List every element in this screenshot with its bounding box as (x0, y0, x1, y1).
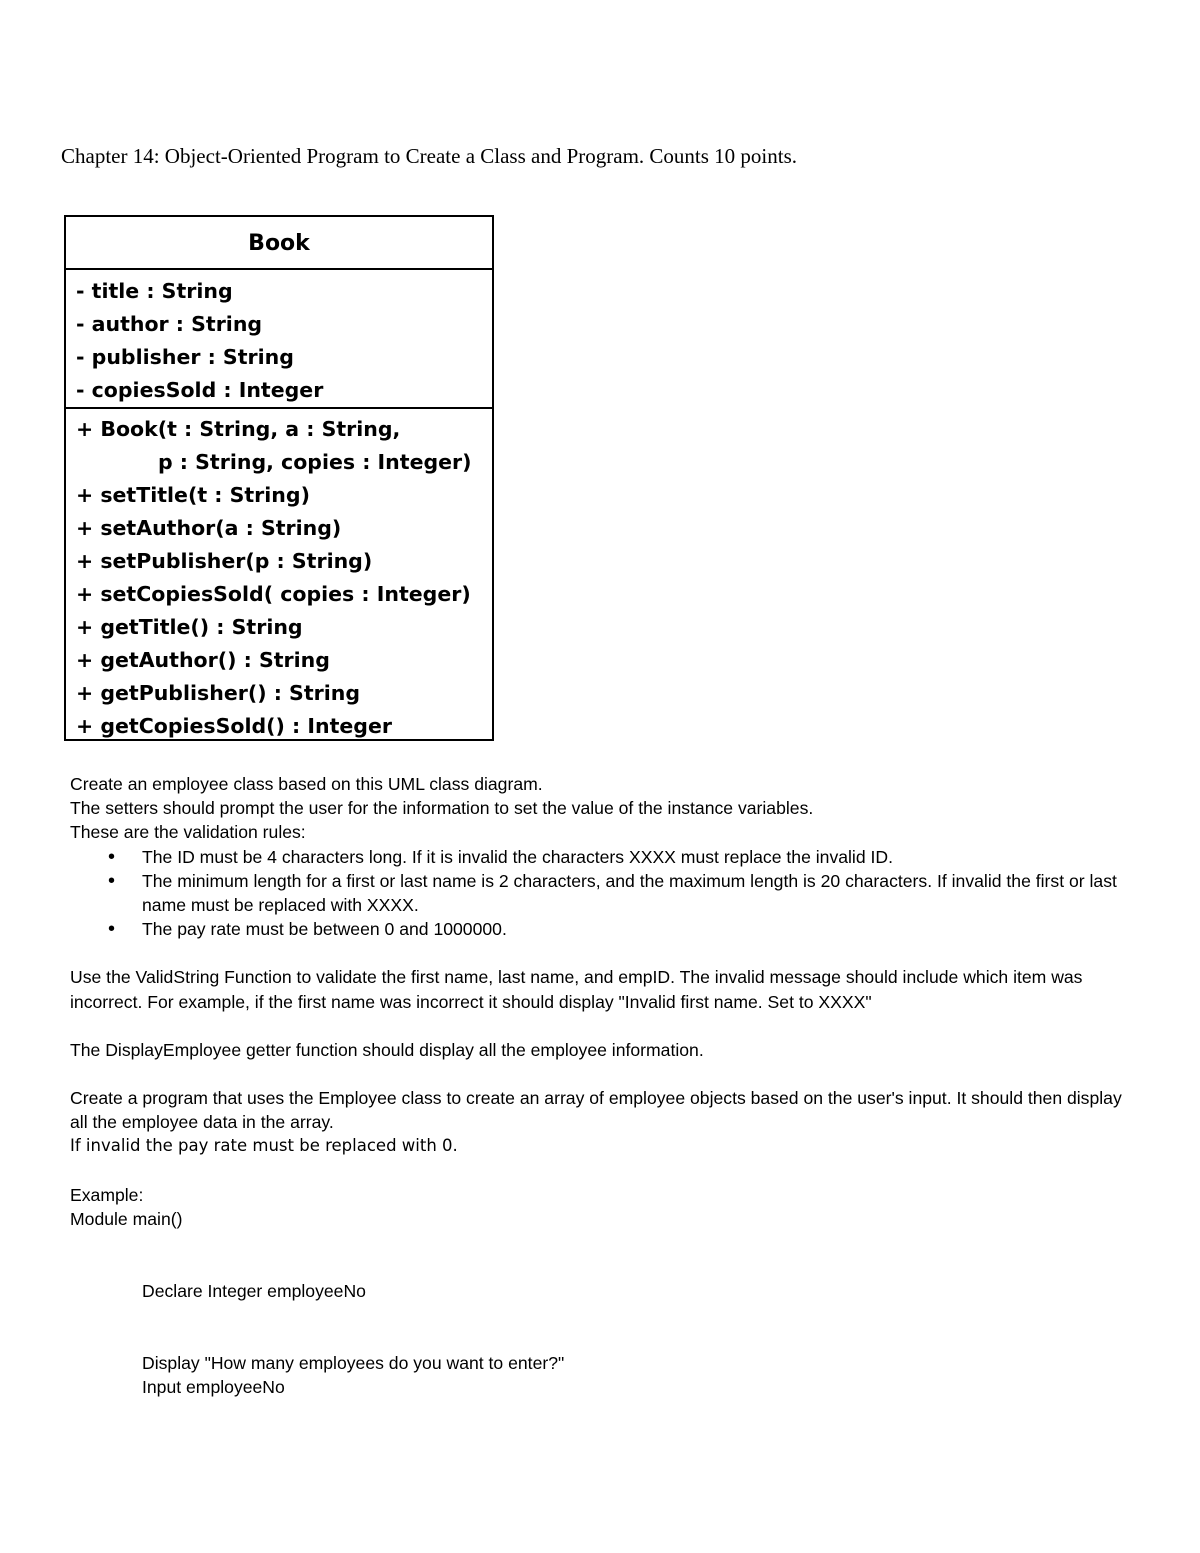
page-title: Chapter 14: Object-Oriented Program to Create a Class and Program. Counts 10 points. (61, 144, 798, 168)
rule-item: • The ID must be 4 characters long. If it is invalid the characters XXXX must replace the invalid ID. (70, 845, 1140, 869)
uml-operation: + setPublisher(p : String) (76, 549, 373, 573)
example-input: Input employeeNo (142, 1377, 285, 1398)
uml-operation: + getTitle() : String (76, 615, 303, 639)
example-label: Example: (70, 1184, 144, 1205)
uml-operation: + setCopiesSold( copies : Integer) (76, 582, 471, 606)
uml-operation: + getAuthor() : String (76, 648, 330, 672)
uml-operation: + setAuthor(a : String) (76, 516, 342, 540)
uml-attribute: - title : String (76, 279, 233, 303)
uml-operation: + Book(t : String, a : String, (76, 417, 401, 441)
uml-operations (66, 409, 492, 743)
instructions (70, 772, 1140, 1400)
intro-line: The setters should prompt the user for the information to set the value of the instance variables. (70, 798, 814, 819)
uml-operation: + getCopiesSold() : Integer (76, 714, 392, 738)
program-paragraph: Create a program that uses the Employee class to create an array of employee objects based on the user's input. It should then display all the employee data in the array. (70, 1088, 1122, 1133)
payrate-note: If invalid the pay rate must be replaced with 0. (70, 1136, 458, 1156)
example-module: Module main() (70, 1208, 183, 1229)
uml-class-name: Book (66, 217, 492, 270)
rule-item: • The minimum length for a first or last name is 2 characters, and the maximum length is 20 characters. If invalid the first or last name must be replaced with XXXX. (70, 869, 1140, 917)
rule-item: • The pay rate must be between 0 and 1000000. (70, 917, 1140, 941)
validation-rules (70, 845, 1140, 942)
intro-line: These are the validation rules: (70, 822, 306, 843)
uml-operation: + setTitle(t : String) (76, 483, 310, 507)
uml-operation: + getPublisher() : String (76, 681, 361, 705)
uml-class-diagram (64, 215, 494, 741)
uml-operation-continuation: p : String, copies : Integer) (158, 450, 472, 474)
uml-attribute: - copiesSold : Integer (76, 378, 324, 402)
example-display: Display "How many employees do you want to enter?" (142, 1353, 565, 1374)
display-employee-paragraph: The DisplayEmployee getter function should display all the employee information. (70, 1039, 704, 1060)
uml-attributes (66, 270, 492, 409)
uml-attribute: - author : String (76, 312, 263, 336)
intro-line: Create an employee class based on this UML class diagram. (70, 774, 543, 794)
uml-attribute: - publisher : String (76, 345, 294, 369)
example-declare: Declare Integer employeeNo (142, 1281, 366, 1302)
validstring-paragraph: Use the ValidString Function to validate the first name, last name, and empID. The invalid message should include which item was incorrect. For example, if the first name was incorrect it should display "Invalid first name. Set to XXXX" (70, 967, 1083, 1012)
